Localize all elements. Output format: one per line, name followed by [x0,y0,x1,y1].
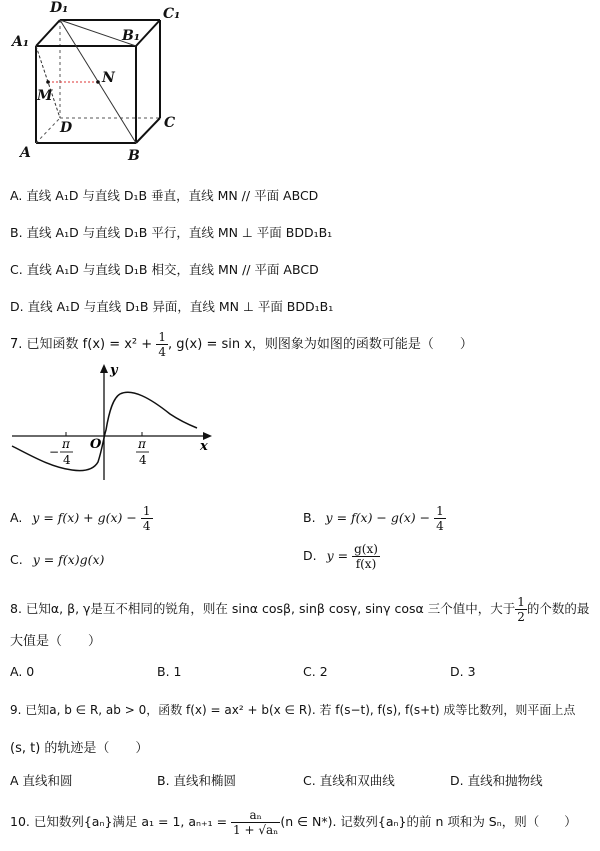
q8-option-a[interactable] [10,664,34,679]
q9-option-text: 直线和椭圆 [173,773,237,788]
q7-graph [0,360,230,485]
q7-option-expr: y = f(x)g(x) [32,552,105,567]
q7-stem [10,330,473,359]
q8-option-c[interactable] [303,664,328,679]
neg-tick-den: 4 [63,453,71,467]
q9-option-b[interactable] [157,771,236,789]
q8-option-letter: D. [450,664,464,679]
q6-option-d[interactable] [10,297,333,315]
q9-option-letter: A [10,773,19,788]
q7-option-letter: A. [10,510,23,525]
neg-tick-num: π [62,437,70,451]
cube-label-A1: A₁ [12,34,29,50]
q7-option-expr: y = [326,548,353,563]
cube-label-N: N [102,70,115,86]
q8-stem-pre: 8. 已知α, β, γ是互不相同的锐角，则在 sinα cosβ, sinβ cosγ, sinγ cosα 三个值中，大于 [10,601,516,616]
q8-stem-fraction: $\frac{1}{2}$ [517,595,525,624]
q6-option-a[interactable] [10,186,318,204]
q7-option-fraction: $\frac{1}{4}$ [436,504,444,533]
q7-option-c[interactable] [10,552,104,567]
cube-label-D1: D₁ [50,0,69,16]
q8-stem-post: 的个数的最 [526,601,590,616]
cube-label-B: B [128,148,140,164]
q7-option-fraction: $\frac{g(x)}{f(x)}$ [354,542,378,571]
q8-option-b[interactable] [157,664,182,679]
q8-option-value: 3 [467,664,476,679]
q7-option-fraction: $\frac{1}{4}$ [142,504,151,533]
q7-option-b[interactable] [303,504,446,533]
q6-option-text: 直线 A₁D 与直线 D₁B 相交，直线 MN // 平面 ABCD [26,262,319,277]
q8-stem-line1 [10,595,589,624]
cube-label-C1: C₁ [163,6,181,22]
pos-tick-den: 4 [139,453,147,467]
cube-label-D: D [60,120,73,136]
q7-option-letter: C. [10,552,23,567]
q9-option-letter: C. [303,773,316,788]
q7-stem-post: , g(x) = sin x，则图象为如图的函数可能是（ ） [167,337,473,352]
q10-stem [10,808,577,837]
q7-option-d[interactable] [303,542,380,571]
y-label: y [110,363,118,378]
q9-option-text: 直线和圆 [22,773,73,788]
q8-option-letter: B. [157,664,170,679]
q8-option-value: 2 [319,664,328,679]
q9-stem-line1: 9. 已知a, b ∈ R, ab > 0，函数 f(x) = ax² + b(x ∈ R). 若 f(s−t), f(s), f(s+t) 成等比数列，则平面上点 [10,703,576,717]
q7-option-letter: D. [303,548,317,563]
q10-stem-pre: 10. 已知数列{aₙ}满足 a₁ = 1, aₙ₊₁ = [10,814,232,829]
q6-option-b[interactable] [10,223,332,241]
q9-option-a[interactable] [10,771,73,789]
q9-option-d[interactable] [450,771,543,789]
q8-stem-line2: 大值是（ ） [10,634,102,649]
q7-stem-fraction: $\frac{1}{4}$ [158,330,166,359]
q7-option-letter: B. [303,510,316,525]
q8-option-letter: C. [303,664,316,679]
q6-option-letter: C. [10,262,23,277]
origin-label: O [90,437,102,452]
q8-option-value: 1 [173,664,182,679]
q7-option-expr: y = f(x) − g(x) − [325,510,435,525]
cube-label-B1: B₁ [122,28,140,44]
q8-option-letter: A. [10,664,23,679]
q6-option-text: 直线 A₁D 与直线 D₁B 平行，直线 MN ⊥ 平面 BDD₁B₁ [26,225,333,240]
q10-stem-fraction: $\frac{\text{aₙ}}{\text{1 + √aₙ}}$ [233,808,279,837]
q9-option-text: 直线和双曲线 [319,773,395,788]
q7-option-expr: y = f(x) + g(x) − [32,510,141,525]
q9-stem-line2: (s, t) 的轨迹是（ ） [10,741,149,756]
q10-stem-post: (n ∈ N*). 记数列{aₙ}的前 n 项和为 Sₙ，则（ ） [280,814,577,829]
neg-tick-sign: − [49,445,60,459]
q8-option-value: 0 [26,664,35,679]
q6-option-text: 直线 A₁D 与直线 D₁B 垂直，直线 MN // 平面 ABCD [26,188,319,203]
q9-option-letter: B. [157,773,170,788]
y-axis-arrow [100,364,108,373]
q6-option-text: 直线 A₁D 与直线 D₁B 异面，直线 MN ⊥ 平面 BDD₁B₁ [27,299,334,314]
q8-option-d[interactable] [450,664,476,679]
q6-option-letter: A. [10,188,23,203]
q9-option-text: 直线和抛物线 [467,773,543,788]
q9-option-c[interactable] [303,771,395,789]
q6-option-letter: D. [10,299,24,314]
q9-option-letter: D. [450,773,464,788]
cube-label-A: A [20,145,31,161]
cube-label-M: M [37,88,53,104]
q6-option-letter: B. [10,225,23,240]
pos-tick-num: π [138,437,146,451]
q7-stem-pre: 7. 已知函数 f(x) = x² + [10,337,157,352]
q7-option-a[interactable] [10,504,153,533]
q6-option-c[interactable] [10,260,319,278]
cube-label-C: C [164,115,176,131]
x-label: x [200,439,208,454]
